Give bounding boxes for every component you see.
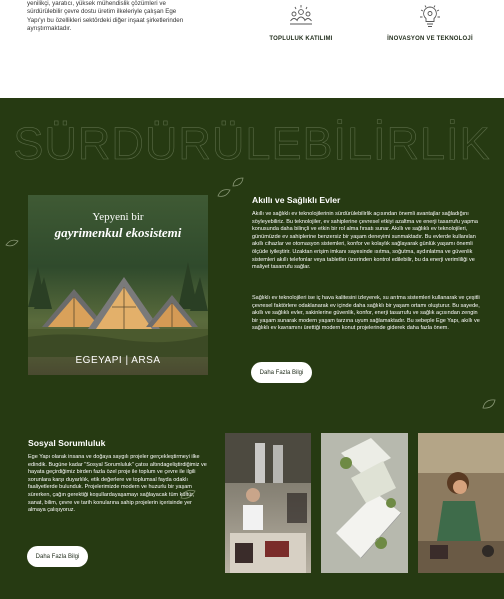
architecture-model-illustration	[321, 433, 408, 573]
feature-community	[256, 4, 346, 42]
leaf-icon	[5, 238, 19, 248]
social-responsibility-more-button[interactable]: Daha Fazla Bilgi	[27, 546, 88, 567]
photo-art-workshop	[225, 433, 311, 573]
leaf-icon	[217, 188, 231, 198]
art-workshop-illustration	[225, 433, 311, 573]
card-heading-line1: Yepyeni bir	[92, 211, 144, 223]
community-icon	[286, 4, 316, 30]
house-illustration	[28, 247, 208, 357]
smart-living-title: Akıllı ve Sağlıklı Evler	[252, 195, 341, 205]
smart-living-more-button[interactable]: Daha Fazla Bilgi	[251, 362, 312, 383]
sustainability-section	[0, 98, 504, 599]
innovation-icon	[415, 4, 445, 30]
photo-architecture-model	[321, 433, 408, 573]
social-responsibility-paragraph: Ege Yapı olarak insana ve doğaya saygılı projeler gerçekleştirmeyi ilke edindik. Bugüne kadar "Sosyal Sorumluluk" çatısı altındageliştirdiğimiz ve hayata geçirdiğimiz birden fazla özel proje ile toplum ve çevre ile ilgili sorunlara karşı duyarlılık, etik değerlere ve toplumsal fayda odaklı faaliyetlerde bulunduk. Projelerimizde modern ve huzurlu bir yaşam sürerken, çağın gerektiği koşullardayaşamayı sağlayacak tüm kültür, sanat, bilim, çevre ve tarih konularına sahip projelerin içerisinde yer almaya çalışıyoruz.	[28, 454, 207, 514]
intro-text: yenilikçi, yaratıcı, yüksek mühendislik çözümleri ve sürdürülebilir çevre dostu üretim ilkeleriyle çalışan Ege Yapı'yı bu özellikleri sektördeki diğer inşaat şirketlerinden ayrıştırmaktadır.	[27, 0, 184, 33]
ecosystem-card-image	[28, 195, 208, 375]
feature-innovation-label: İNOVASYON VE TEKNOLOJİ	[387, 36, 473, 42]
leaf-icon	[232, 177, 244, 187]
photo-artist-painting	[418, 433, 504, 573]
artist-painting-illustration	[418, 433, 504, 573]
feature-innovation	[385, 4, 475, 42]
leaf-icon	[482, 398, 496, 410]
card-brand-logo: EGEYAPI | ARSA	[75, 355, 161, 366]
feature-community-label: TOPLULUK KATILIMI	[269, 36, 333, 42]
card-heading-line2: gayrimenkul ekosistemi	[54, 225, 182, 240]
sustainability-big-title: SÜRDÜRÜLEBİLİRLİK	[13, 118, 491, 169]
social-responsibility-title: Sosyal Sorumluluk	[28, 438, 106, 448]
smart-living-paragraph-2: Sağlıklı ev teknolojileri ise iç hava kalitesini izleyerek, su arıtma sistemleri kullanarak ve çeşitli çevresel faktörlere odaklanarak ev içinde daha sağlıklı bir yaşam ortamı oluşturur. Bu sayede, akıllı ve sağlıklı evler, sakinlerine güvenlik, konfor, enerji tasarrufu ve sağlık açısından zengin bir yaşam sunarak modern yaşam tarzına uyum sağlamaktadır. Bu sebeple Ege Yapı, akıllı ve sağlıklı ev kavramını ürettiği modern konut projelerinde giderek daha fazla önem.	[252, 295, 480, 332]
intro-band	[0, 0, 504, 98]
smart-living-paragraph-1: Akıllı ve sağlıklı ev teknolojilerinin sürdürülebilirlik açısından önemli avantajlar sağladığını söyleyebiliriz. Bu teknolojiler, ev sahiplerine çevresel etkiyi azaltma ve enerji tasarrufu yapma konusunda daha bilinçli ve etkin bir rol alma fırsatı sunar. Akıllı ve sağlıklı ev teknolojileri, günümüzde ev sahiplerine benzersiz bir yaşam deneyimi sunmaktadır. Bu evlerde kullanılan akıllı cihazlar ve otomasyon sistemleri, konfor ve kolaylık sağlayarak günlük yaşamı önemli ölçüde iyileştirir. Uzaktan erişim imkanı sayesinde ısıtma, soğutma, aydınlatma ve güvenlik sistemleri akıllı telefonlar veya tabletler üzerinden kontrol edilebilir, bu da enerji verimliliği ve maliyet tasarrufu sağlar.	[252, 211, 478, 271]
